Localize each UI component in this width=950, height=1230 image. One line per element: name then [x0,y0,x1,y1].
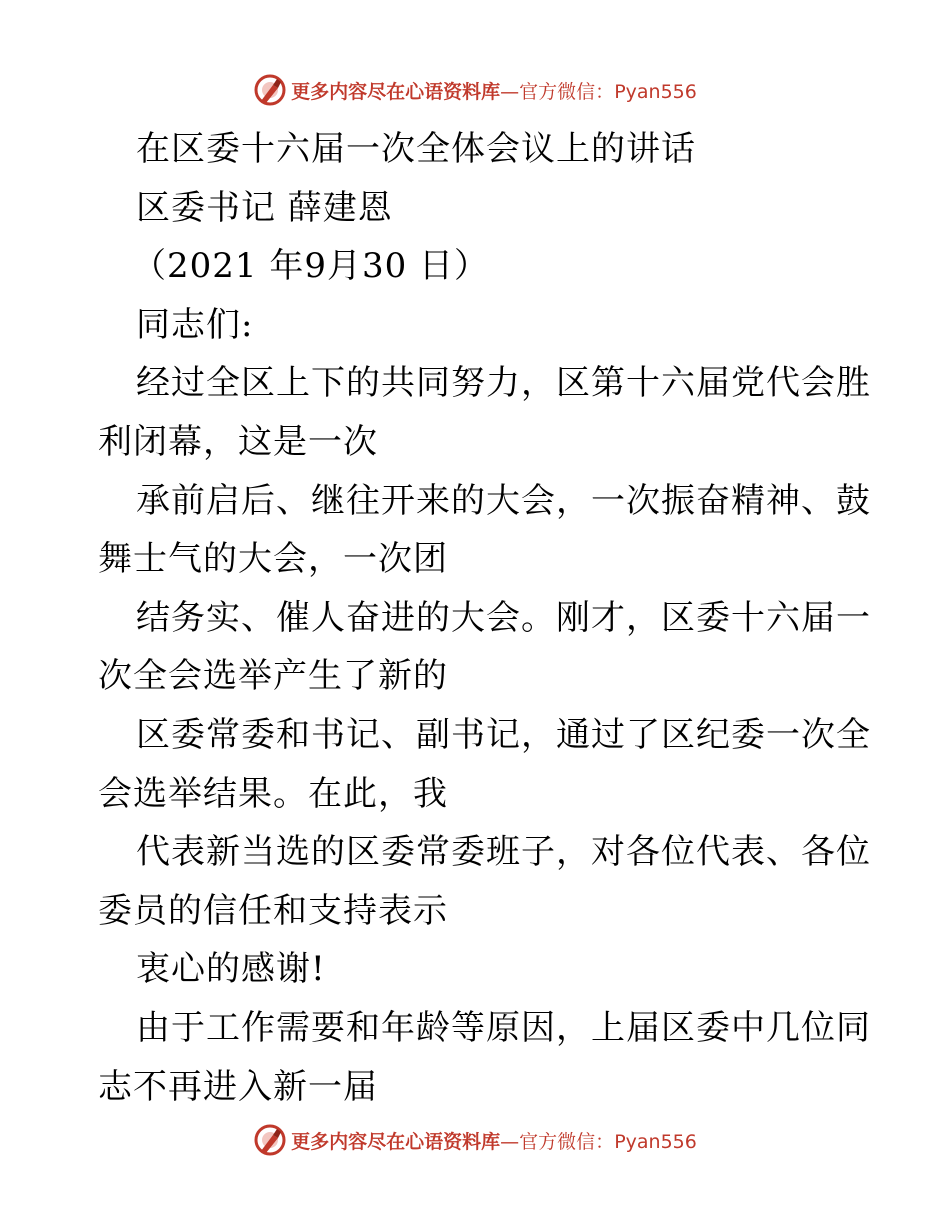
paragraph-line: 由于工作需要和年龄等原因，上届区委中几位同 [136,1007,871,1048]
document-speaker: 区委书记 薛建恩 [136,187,393,228]
paragraph-line: 次全会选举产生了新的 [98,656,448,697]
document-body [98,120,871,1116]
watermark-site-text: 更多内容尽在心语资料库 [291,1130,501,1153]
document-date: （2021 年9月30 日） [132,246,490,287]
paragraph-line: 利闭幕，这是一次 [98,421,378,462]
paragraph-line: 志不再进入新一届 [98,1066,378,1107]
watermark-wechat-id: Pyan556 [614,80,697,103]
paragraph-line: 代表新当选的区委常委班子，对各位代表、各位 [136,832,871,873]
watermark-dash: — [500,1130,520,1153]
paragraph-line: 经过全区上下的共同努力，区第十六届党代会胜 [136,363,871,404]
document-title: 在区委十六届一次全体会议上的讲话 [136,129,696,169]
paragraph-line: 衷心的感谢! [136,949,326,990]
watermark-site-text: 更多内容尽在心语资料库 [291,80,501,103]
watermark-dash: — [500,80,520,103]
document-greeting: 同志们: [136,304,254,345]
watermark-wechat-label: 官方微信： [519,1130,615,1153]
watermark-banner-bottom [0,1118,950,1162]
pen-circle-icon [253,1123,287,1157]
paragraph-line: 结务实、催人奋进的大会。刚才，区委十六届一 [136,597,871,638]
pen-circle-icon [253,73,287,107]
paragraph-line: 承前启后、继往开来的大会，一次振奋精神、鼓 [136,480,871,521]
paragraph-line: 委员的信任和支持表示 [98,890,448,931]
paragraph-line: 舞士气的大会，一次团 [98,539,448,580]
paragraph-line: 会选举结果。在此，我 [98,773,448,814]
paragraph-line: 区委常委和书记、副书记，通过了区纪委一次全 [136,714,871,755]
paragraph-lines [98,354,871,1116]
watermark-wechat-id: Pyan556 [614,1130,697,1153]
watermark-wechat-label: 官方微信： [519,80,615,103]
watermark-banner-top [0,68,950,112]
